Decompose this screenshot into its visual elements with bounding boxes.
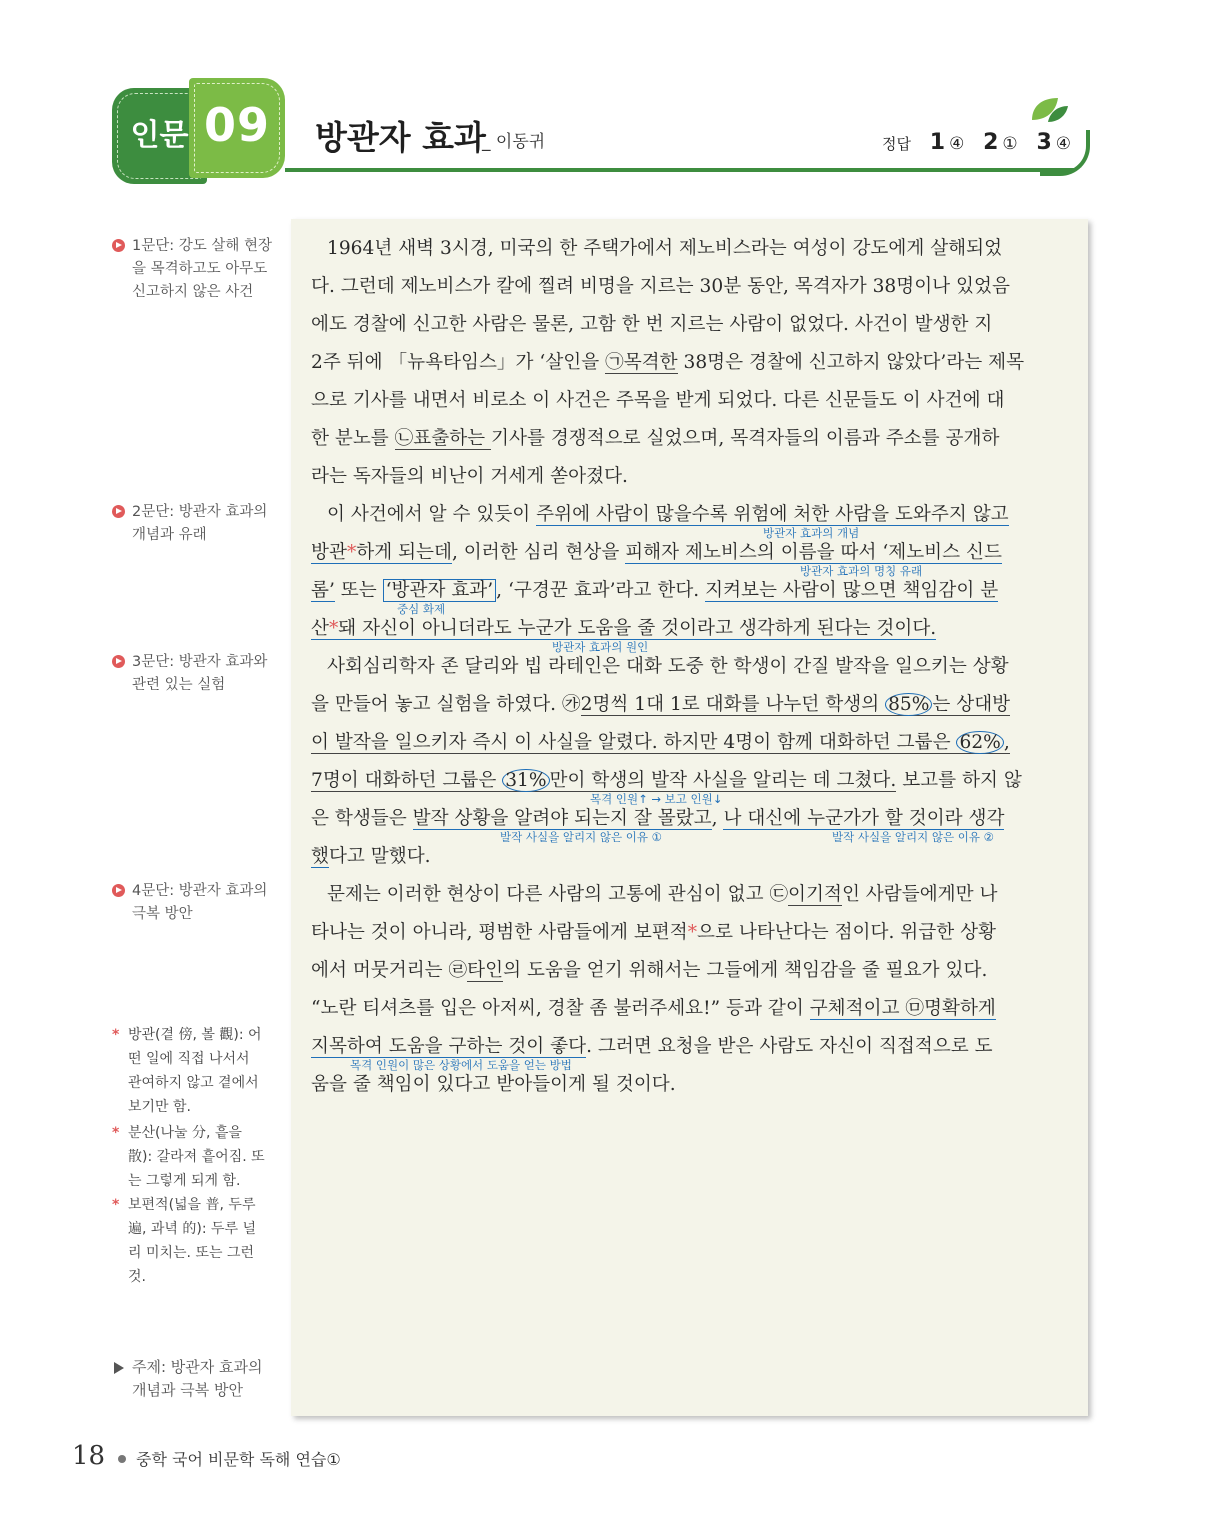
answer-a3: ④ — [1055, 134, 1072, 154]
passage-line: 타나는 것이 아니라, 평범한 사람들에게 보편적*으로 나타난다는 점이다. 위급한 상황 — [311, 922, 997, 943]
answer-q1: 1 — [929, 130, 946, 155]
annotation-central-topic: 중심 화제 — [397, 602, 446, 616]
header-rule — [285, 168, 1075, 172]
footer-dot — [118, 1455, 126, 1463]
bullet-icon — [112, 655, 125, 668]
bullet-icon — [112, 505, 125, 518]
passage-line: 을 만들어 놓고 실험을 하였다. ㉮2명씩 1대 1로 대화를 나누던 학생의 85% 는 상대방 — [311, 694, 1011, 715]
annotation-cause: 방관자 효과의 원인 — [552, 640, 649, 654]
page-title: 방관자 효과 — [315, 118, 486, 157]
annotation-reason-2: 발작 사실을 알리지 않은 이유 ② — [832, 830, 994, 844]
annotation-reason-1: 발작 사실을 알리지 않은 이유 ① — [500, 830, 662, 844]
vocab-note-1: * 방관(곁 傍, 볼 觀): 어떤 일에 직접 나서서 관여하지 않고 곁에서 보기만 함. — [112, 1023, 267, 1119]
page-header — [0, 0, 1213, 200]
passage-line: 다. 그런데 제노비스가 칼에 찔려 비명을 지르는 30분 동안, 목격자가 38명이나 있었음 — [311, 276, 1010, 297]
passage-line: 은 학생들은 발작 상황을 알려야 되는지 잘 몰랐고, 나 대신에 누군가가 할 것이라 생각 — [311, 808, 1005, 829]
passage-line: 이 사건에서 알 수 있듯이 주위에 사람이 많을수록 위험에 처한 사람을 도와주지 않고 — [327, 504, 1009, 525]
passage-line: 2주 뒤에 「뉴욕타임스」가 ‘살인을 ㉠목격한 38명은 경찰에 신고하지 않았다’라는 제목 — [311, 352, 1025, 373]
answer-a1: ④ — [949, 134, 965, 154]
passage-line: “노란 티셔츠를 입은 아저씨, 경찰 좀 불러주세요!” 등과 같이 구체적이고 ㉤명확하게 — [311, 998, 996, 1019]
passage-line: 라는 독자들의 비난이 거세게 쏟아졌다. — [311, 466, 628, 487]
book-title: 중학 국어 비문학 독해 연습① — [136, 1450, 341, 1469]
asterisk-icon: * — [112, 1027, 120, 1043]
answer-q3: 3 — [1036, 130, 1052, 155]
category-label: 인문 — [130, 118, 189, 153]
annotation-witness-ratio: 목격 인원↑ → 보고 인원↓ — [590, 792, 723, 806]
passage-line: 롬’ 또는 ‘방관자 효과’ , ‘구경꾼 효과’라고 한다. 지켜보는 사람이 많으면 책임감이 분 — [311, 580, 999, 601]
answer-key — [882, 130, 1071, 155]
answer-label: 정답 — [882, 135, 911, 153]
bullet-icon — [112, 239, 125, 252]
summary-3: 3문단: 방관자 효과와 관련 있는 실험 — [112, 651, 272, 697]
passage-line: 산*돼 자신이 아니더라도 누군가 도움을 줄 것이라고 생각하게 된다는 것이다. — [311, 618, 937, 639]
annotation-method: 목격 인원이 많은 상황에서 도움을 얻는 방법 — [350, 1058, 572, 1072]
passage-line: 7명이 대화하던 그룹은 31% 만이 학생의 발작 사실을 알리는 데 그쳤다. 보고를 하지 않 — [311, 770, 1022, 791]
author: _ 이동귀 — [482, 132, 546, 152]
answer-q2: 2 — [983, 130, 999, 155]
summary-2: 2문단: 방관자 효과의 개념과 유래 — [112, 501, 272, 547]
annotation-name-origin: 방관자 효과의 명칭 유래 — [800, 564, 923, 578]
passage-line: 문제는 이러한 현상이 다른 사람의 고통에 관심이 없고 ㉢이기적인 사람들에게만 나 — [327, 884, 998, 905]
bullet-icon — [112, 884, 125, 897]
passage-line: 에도 경찰에 신고한 사람은 물론, 고함 한 번 지르는 사람이 없었다. 사건이 발생한 지 — [311, 314, 993, 335]
answer-a2: ① — [1002, 134, 1018, 154]
passage-line: 지목하여 도움을 구하는 것이 좋다. 그러면 요청을 받은 사람도 자신이 직접적으로 도 — [311, 1036, 993, 1057]
passage-line: 한 분노를 ㉡표출하는 기사를 경쟁적으로 실었으며, 목격자들의 이름과 주소를 공개하 — [311, 428, 1000, 449]
passage-line: 에서 머뭇거리는 ㉣타인의 도움을 얻기 위해서는 그들에게 책임감을 줄 필요가 있다. — [311, 960, 988, 981]
vocab-note-3: * 보편적(넓을 普, 두루 遍, 과녁 的): 두루 널리 미치는. 또는 그런 것. — [112, 1193, 267, 1289]
passage-line: 으로 기사를 내면서 비로소 이 사건은 주목을 받게 되었다. 다른 신문들도 이 사건에 대 — [311, 390, 1005, 411]
page-number: 18 — [72, 1441, 106, 1471]
passage-line: 방관*하게 되는데, 이러한 심리 현상을 피해자 제노비스의 이름을 따서 ‘제노비스 신드 — [311, 542, 1002, 563]
summary-1: 1문단: 강도 살해 현장을 목격하고도 아무도 신고하지 않은 사건 — [112, 235, 272, 304]
triangle-icon — [114, 1362, 124, 1374]
article-number: 09 — [203, 98, 270, 152]
summary-4: 4문단: 방관자 효과의 극복 방안 — [112, 880, 272, 926]
passage-line: 했다고 말했다. — [311, 846, 431, 867]
asterisk-icon: * — [112, 1125, 120, 1141]
annotation-concept: 방관자 효과의 개념 — [763, 526, 860, 540]
passage-line: 움을 줄 책임이 있다고 받아들이게 될 것이다. — [311, 1074, 676, 1095]
leaf-icon — [1028, 94, 1070, 124]
passage-line: 이 발작을 일으키자 즉시 이 사실을 알렸다. 하지만 4명이 함께 대화하던 그룹은 62% , — [311, 732, 1010, 753]
passage-line: 사회심리학자 존 달리와 빕 라테인은 대화 도중 한 학생이 간질 발작을 일으키는 상황 — [327, 656, 1009, 677]
asterisk-icon: * — [112, 1197, 120, 1213]
passage-line: 1964년 새벽 3시경, 미국의 한 주택가에서 제노비스라는 여성이 강도에게 살해되었 — [327, 238, 1003, 259]
theme-summary: 주제: 방관자 효과의 개념과 극복 방안 — [112, 1356, 272, 1402]
vocab-note-2: * 분산(나눌 分, 흩을 散): 갈라져 흩어짐. 또는 그렇게 되게 함. — [112, 1121, 267, 1193]
